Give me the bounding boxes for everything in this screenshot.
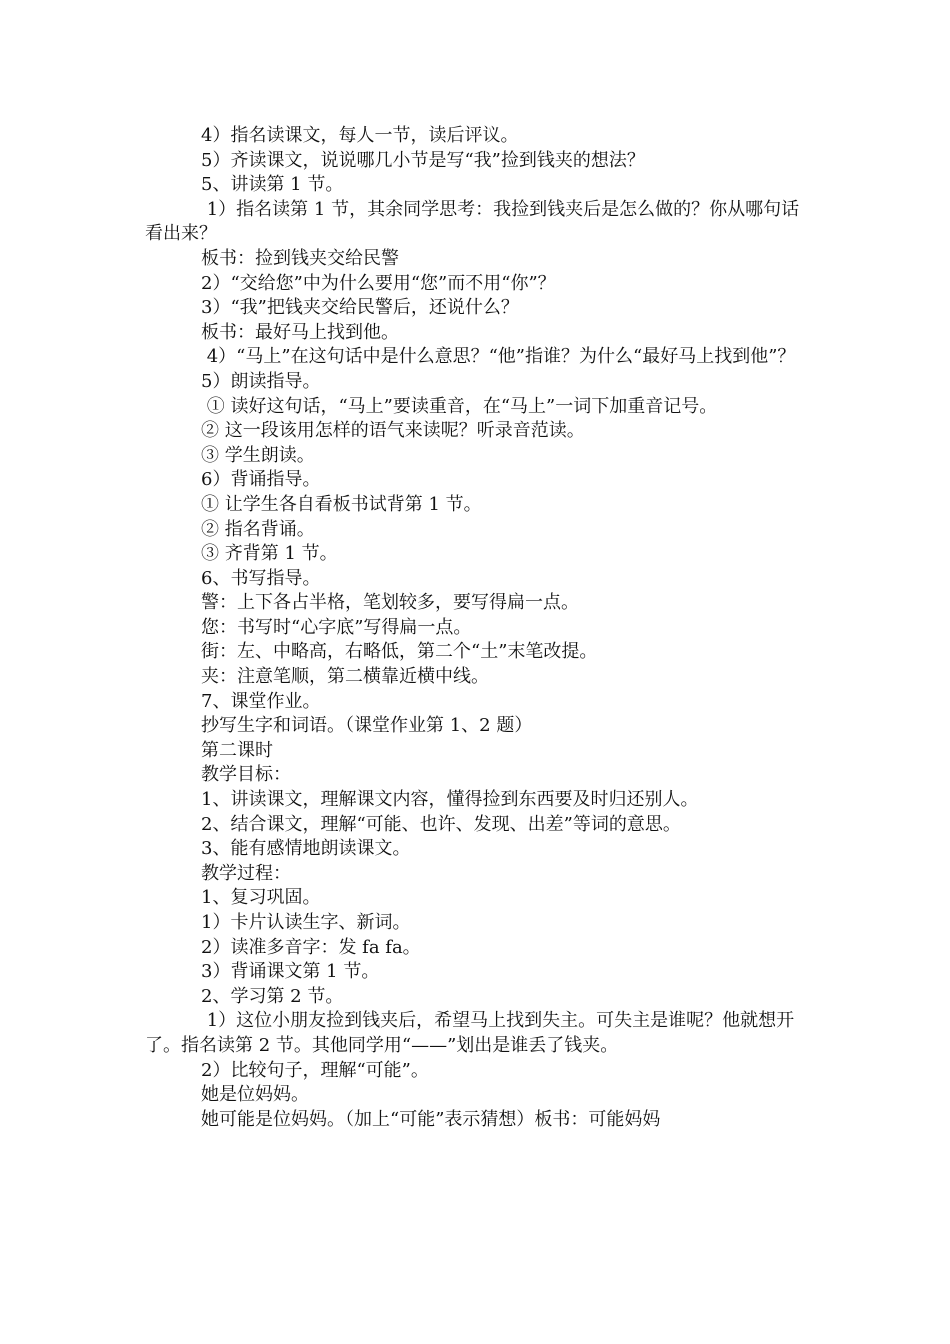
line-34: 3）背诵课文第 1 节。 [201, 961, 380, 983]
line-24: 抄写生字和词语。（课堂作业第 1、2 题） [201, 715, 533, 737]
line-2: 5）齐读课文，说说哪几小节是写“我”捡到钱夹的想法？ [201, 149, 645, 171]
line-12: ② 这一段该用怎样的语气来读呢？听录音范读。 [201, 420, 585, 442]
line-17: ③ 齐背第 1 节。 [201, 543, 338, 565]
line-5: 板书：捡到钱夹交给民警 [201, 247, 399, 269]
line-20: 您：书写时“心字底”写得扁一点。 [201, 616, 472, 638]
line-8: 板书：最好马上找到他。 [201, 321, 399, 343]
line-38: 她是位妈妈。 [201, 1084, 309, 1106]
line-15: ① 让学生各自看板书试背第 1 节。 [201, 493, 482, 515]
line-16: ② 指名背诵。 [201, 518, 315, 540]
line-19: 警：上下各占半格，笔划较多，要写得扁一点。 [201, 592, 579, 614]
line-7: 3）“我”把钱夹交给民警后，还说什么？ [201, 297, 519, 319]
line-18: 6、书写指导。 [201, 567, 321, 589]
line-25: 第二课时 [201, 739, 273, 761]
line-10: 5）朗读指导。 [201, 370, 321, 392]
line-28: 2、结合课文，理解“可能、也许、发现、出差”等词的意思。 [201, 813, 681, 835]
line-22: 夹：注意笔顺，第二横靠近横中线。 [201, 666, 489, 688]
line-23: 7、课堂作业。 [201, 690, 321, 712]
line-37: 2）比较句子，理解“可能”。 [201, 1059, 429, 1081]
line-21: 街：左、中略高，右略低，第二个“土”末笔改提。 [201, 641, 598, 663]
line-39: 她可能是位妈妈。（加上“可能”表示猜想）板书：可能妈妈 [201, 1108, 661, 1130]
line-33: 2）读准多音字：发 fa fa。 [201, 936, 421, 958]
line-6: 2）“交给您”中为什么要用“您”而不用“你”？ [201, 272, 556, 294]
line-1: 4）指名读课文，每人一节，读后评议。 [201, 125, 519, 146]
document-body [145, 124, 811, 1132]
line-36: 1）这位小朋友捡到钱夹后，希望马上找到失主。可失主是谁呢？他就想开了。指名读第 2 节。其他同学用“——”划出是谁丢了钱夹。 [145, 1010, 795, 1056]
line-4: 1）指名读第 1 节，其余同学思考：我捡到钱夹后是怎么做的？你从哪句话看出来？ [145, 198, 800, 245]
line-31: 1、复习巩固。 [201, 887, 321, 909]
line-26: 教学目标： [201, 764, 291, 786]
line-11: ① 读好这句话，“马上”要读重音，在“马上”一词下加重音记号。 [201, 395, 718, 417]
line-9: 4）“马上”在这句话中是什么意思？“他”指谁？为什么“最好马上找到他”？ [201, 346, 796, 368]
line-29: 3、能有感情地朗读课文。 [201, 838, 411, 860]
line-13: ③ 学生朗读。 [201, 444, 315, 466]
line-27: 1、讲读课文，理解课文内容，懂得捡到东西要及时归还别人。 [201, 789, 699, 811]
line-30: 教学过程： [201, 862, 291, 884]
line-14: 6）背诵指导。 [201, 469, 321, 491]
line-32: 1）卡片认读生字、新词。 [201, 912, 411, 933]
line-35: 2、学习第 2 节。 [201, 985, 344, 1007]
line-3: 5、讲读第 1 节。 [201, 174, 344, 196]
